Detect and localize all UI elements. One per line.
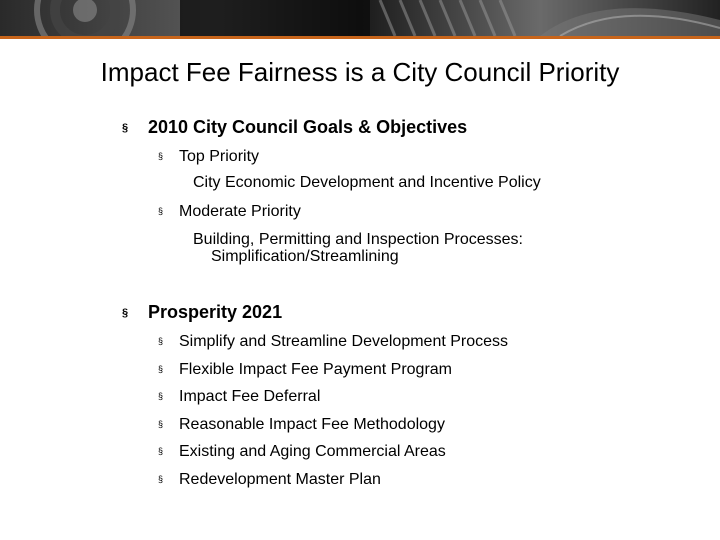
bullet-icon: § bbox=[158, 364, 164, 374]
section-heading-prosperity: § Prosperity 2021 bbox=[122, 302, 283, 322]
slide-title: Impact Fee Fairness is a City Council Priority bbox=[100, 57, 620, 87]
bullet-icon: § bbox=[158, 391, 164, 401]
bullet-icon: § bbox=[158, 151, 164, 161]
bullet-icon: § bbox=[158, 446, 164, 456]
list-item: § Impact Fee Deferral bbox=[158, 388, 321, 405]
bullet-icon: § bbox=[158, 419, 164, 429]
detail-moderate-priority: Building, Permitting and Inspection Processes: Simplification/Streamlining bbox=[193, 231, 523, 265]
bullet-icon: § bbox=[122, 122, 129, 134]
section-heading-goals: § 2010 City Council Goals & Objectives bbox=[122, 117, 468, 137]
list-item: § Redevelopment Master Plan bbox=[158, 471, 381, 488]
list-item: § Flexible Impact Fee Payment Program bbox=[158, 361, 452, 378]
bullet-icon: § bbox=[158, 206, 164, 216]
bullet-icon: § bbox=[122, 307, 129, 319]
list-item: § Reasonable Impact Fee Methodology bbox=[158, 416, 445, 433]
detail-top-priority: City Economic Development and Incentive Policy bbox=[193, 174, 541, 191]
bullet-icon: § bbox=[158, 336, 164, 346]
list-item: § Existing and Aging Commercial Areas bbox=[158, 443, 446, 460]
list-item-moderate-priority: § Moderate Priority bbox=[158, 203, 301, 220]
bullet-icon: § bbox=[158, 474, 164, 484]
list-item: § Simplify and Streamline Development Process bbox=[158, 333, 509, 350]
list-item-top-priority: § Top Priority bbox=[158, 148, 260, 165]
